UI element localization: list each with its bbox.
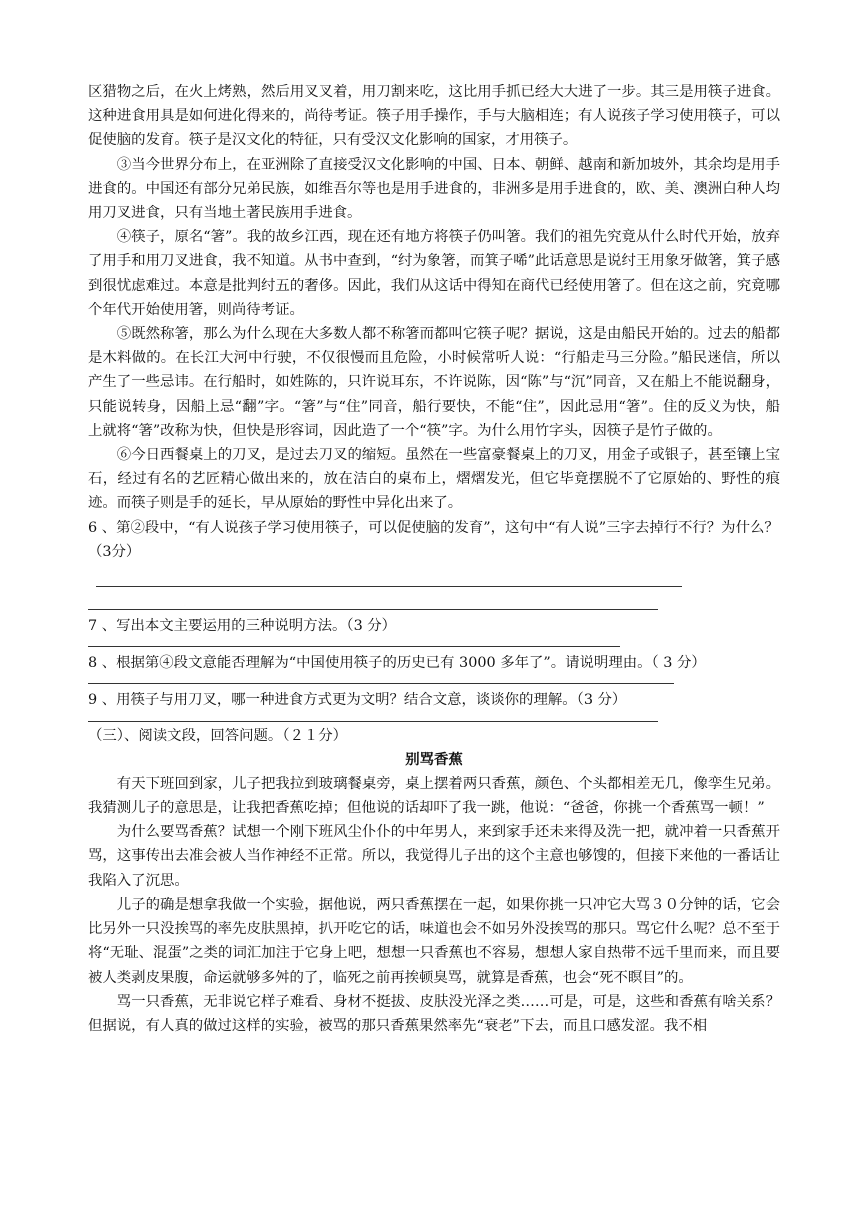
article-paragraph-2: 为什么要骂香蕉？试想一个刚下班风尘仆仆的中年男人，来到家手还未来得及洗一把，就冲着一只香蕉开骂，这事传出去准会被人当作神经不正常。所以，我觉得儿子出的这个主意也够馊的，但接下来他的一番话让我陷入了沉思。	[88, 824, 780, 889]
document-page	[88, 80, 780, 1038]
question-6: 6 、第②段中，“有人说孩子学习使用筷子，可以促使脑的发育”，这句中“有人说”三字去掉行不行？为什么？（3分）	[88, 519, 779, 560]
question-7: 7 、写出本文主要运用的三种说明方法。（3 分）	[88, 618, 397, 635]
section-heading: （三）、阅读文段，回答问题。（２１分）	[88, 727, 348, 744]
article-paragraph-4: 骂一只香蕉，无非说它样子难看、身材不挺拔、皮肤没光泽之类……可是，可是，这些和香蕉有啥关系？但据说，有人真的做过这样的实验，被骂的那只香蕉果然率先“衰老”下去，而且口感发涩。我不相	[88, 993, 780, 1034]
paragraph-6: ⑥今日西餐桌上的刀叉，是过去刀叉的缩短。虽然在一些富豪餐桌上的刀叉，用金子或银子，甚至镶上宝石，经过有名的艺匠精心做出来的，放在洁白的桌布上，熠熠发光，但它毕竟摆脱不了它原始的、野性的痕迹。而筷子则是手的延长，早从原始的野性中异化出来了。	[88, 447, 780, 512]
article-paragraph-1: 有天下班回到家，儿子把我拉到玻璃餐桌旁，桌上摆着两只香蕉，颜色、个头都相差无几，像孪生兄弟。我猜测儿子的意思是，让我把香蕉吃掉；但他说的话却吓了我一跳，他说：“爸爸，你挑一个香蕉骂一顿！”	[88, 775, 780, 817]
paragraph-4: ④筷子，原名“箸”。我的故乡江西，现在还有地方将筷子仍叫箸。我们的祖先究竟从什么时代开始，放弃了用手和用刀叉进食，我不知道。从书中查到，“纣为象箸，而箕子唏”此话意思是说纣王用象牙做箸，箕子感到很忧虑难过。本意是批判纣五的奢侈。因此，我们从这话中得知在商代已经使用箸了。但在这之前，究竟哪个年代开始使用箸，则尚待考证。	[88, 229, 780, 318]
article-paragraph-3: 儿子的确是想拿我做一个实验，据他说，两只香蕉摆在一起，如果你挑一只冲它大骂３０分钟的话，它会比另外一只没挨骂的率先皮肤黑掉，扒开吃它的话，味道也会不如另外没挨骂的那只。骂它什么呢？总不至于将“无耻、混蛋”之类的词汇加注于它身上吧，想想一只香蕉也不容易，想想人家自热带不远千里而来，而且要被人类剥皮果腹，命运就够多舛的了，临死之前再挨顿臭骂，就算是香蕉，也会“死不瞑目”的。	[88, 896, 780, 986]
paragraph-2-continued: 区猎物之后，在火上烤熟，然后用叉叉着，用刀割来吃，这比用手抓已经大大进了一步。其三是用筷子进食。这种进食用具是如何进化得来的，尚待考证。筷子用手操作，手与大脑相连；有人说孩子学习使用筷子，可以促使脑的发育。筷子是汉文化的特征，只有受汉文化影响的国家，才用筷子。	[88, 84, 780, 149]
question-9: 9 、用筷子与用刀叉，哪一种进食方式更为文明？结合文意，谈谈你的理解。（3 分）	[88, 692, 627, 709]
paragraph-3: ③当今世界分布上，在亚洲除了直接受汉文化影响的中国、日本、朝鲜、越南和新加坡外，其余均是用手进食的。中国还有部分兄弟民族，如维吾尔等也是用手进食的，非洲多是用手进食的，欧、美、澳洲白种人均用刀叉进食，只有当地土著民族用手进食。	[88, 156, 780, 222]
article-title: 别骂香蕉	[405, 751, 463, 768]
paragraph-5: ⑤既然称箸，那么为什么现在大多数人都不称箸而都叫它筷子呢？据说，这是由船民开始的。过去的船都是木料做的。在长江大河中行驶，不仅很慢而且危险，小时候常听人说：“行船走马三分险。”船民迷信，所以产生了一些忌讳。在行船时，如姓陈的，只许说耳东，不许说陈，因“陈”与“沉”同音，又在船上不能说翻身，只能说转身，因船上忌“翻”字。“箸”与“住”同音，船行要快，不能“住”，因此忌用“箸”。住的反义为快，船上就将“箸”改称为快，但快是形容词，因此造了一个“筷”字。为什么用竹字头，因筷子是竹子做的。	[88, 326, 780, 439]
question-8: 8 、根据第④段文意能否理解为“中国使用筷子的历史已有 3000 多年了”。请说明理由。（ 3 分）	[88, 655, 706, 672]
